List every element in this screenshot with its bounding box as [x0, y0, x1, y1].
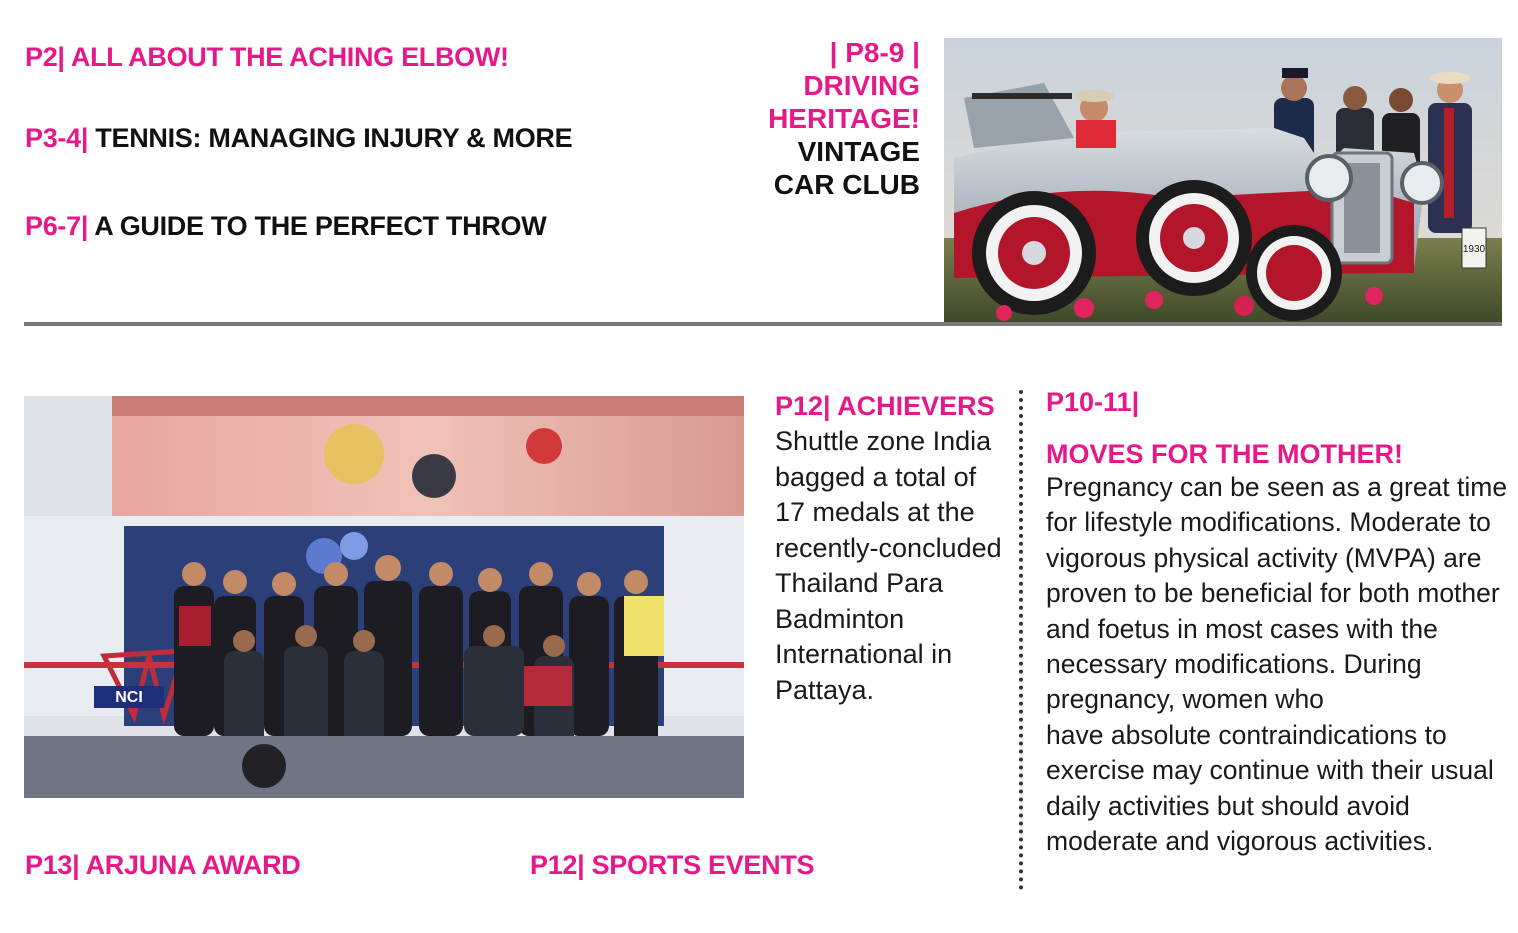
nci-logo-text: NCI: [115, 689, 143, 706]
headline-p2-title: ALL ABOUT THE ACHING ELBOW!: [70, 42, 509, 72]
headline-p3-4[interactable]: [25, 125, 572, 152]
mother-headline: MOVES FOR THE MOTHER!: [1046, 439, 1403, 469]
headline-p6-7-page: P6-7|: [25, 211, 89, 241]
headline-p2-text: P2|: [25, 42, 65, 72]
vintage-line-heritage: HERITAGE!: [768, 103, 920, 134]
footer-arjuna-award[interactable]: P13| ARJUNA AWARD: [25, 850, 301, 880]
vintage-car-photo: [944, 38, 1502, 322]
vintage-car-headline[interactable]: [720, 36, 920, 201]
badminton-team-photo: [24, 396, 744, 798]
footer-sports-events[interactable]: P12| SPORTS EVENTS: [530, 850, 815, 880]
vintage-car-illustration: [944, 38, 1502, 322]
section-divider: [24, 322, 1502, 326]
vintage-page-ref: | P8-9 |: [829, 37, 920, 68]
car-plate: 1930: [1462, 244, 1486, 255]
headline-p6-7[interactable]: [25, 213, 546, 240]
mother-body-part2: have absolute contraindications to exercise may continue with their usual daily activities but should avoid moderate and vigorous activities.: [1046, 719, 1494, 857]
team-photo-illustration: [24, 396, 744, 798]
headline-p3-4-title: TENNIS: MANAGING INJURY & MORE: [95, 123, 573, 153]
mother-body-part1: Pregnancy can be seen as a great time for lifestyle modifications. Moderate to vigorous physical activity (MVPA) are proven to be beneficial for both mother and foetus in most cases with the necessary modifications. During pregnancy, women who: [1046, 472, 1508, 715]
headline-p2[interactable]: [25, 44, 509, 71]
achievers-section[interactable]: [775, 390, 1007, 708]
achievers-headline: P12| ACHIEVERS: [775, 391, 995, 421]
vintage-line-vintage: VINTAGE: [797, 136, 920, 167]
mother-section[interactable]: [1046, 386, 1516, 859]
achievers-body: Shuttle zone India bagged a total of 17 medals at the recently-concluded Thailand Para Badminton International in Pattaya.: [775, 426, 1002, 705]
headline-p3-4-page: P3-4|: [25, 123, 89, 153]
headline-p6-7-title: A GUIDE TO THE PERFECT THROW: [94, 211, 547, 241]
mother-page-ref: P10-11|: [1046, 387, 1140, 417]
vintage-line-car-club: CAR CLUB: [773, 169, 920, 200]
vintage-line-driving: DRIVING: [803, 70, 920, 101]
dotted-divider: [1019, 390, 1023, 890]
